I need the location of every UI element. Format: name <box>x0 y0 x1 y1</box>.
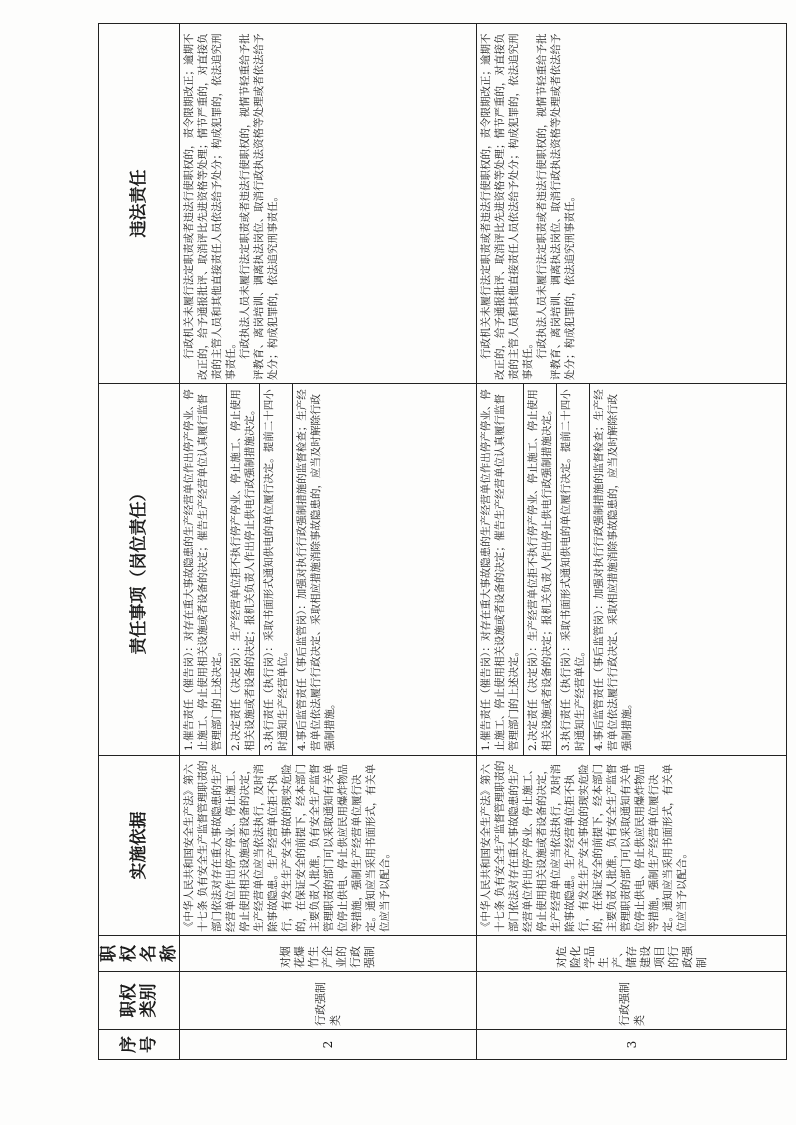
liability-paragraph: 行政机关未履行法定职责或者违法行使职权的，责令限期改正；逾期不改正的，给予通报批评、取消评比先进资格等处理；情节严重的，对直接负责的主管人员和其他直接责任人员依法给予处分；构成犯罪的，依法追究刑事责任。 <box>183 33 237 380</box>
header-type: 职权类别 <box>99 972 180 1030</box>
header-name: 职权名称 <box>99 936 180 972</box>
duty-item: 2.决定责任（决定岗）：生产经营单位拒不执行停产停业、停止施工、停止使用相关设施或者设备的决定；报机关负责人作出停止供电行政强制措施决定。 <box>227 384 260 755</box>
liability-paragraph: 行政执法人员未履行法定职责或者违法行使职权的，视情节轻重给予批评教育、离岗培训、调离执法岗位、取消行政执法资格等处理或者依法给予处分；构成犯罪的，依法追究刑事责任。 <box>536 33 576 380</box>
row-liability <box>477 24 787 384</box>
header-seq: 序号 <box>99 1030 180 1060</box>
row-liability <box>180 24 477 384</box>
duty-item: 1.催告责任（催告岗）：对存在重大事故隐患的生产经营单位作出停产停业、停止施工、停止使用相关设施或者设备的决定；催告生产经营单位认真履行监督管理部门的上述决定。 <box>180 384 227 755</box>
duty-item: 2.决定责任（决定岗）：生产经营单位拒不执行停产停业、停止施工、停止使用相关设施或者设备的决定；报机关负责人作出停止供电行政强制措施决定。 <box>524 384 557 755</box>
header-basis: 实施依据 <box>99 756 180 936</box>
row-basis: 《中华人民共和国安全生产法》第六十七条 负有安全生产监督管理职责的部门依法对存在重大事故隐患的生产经营单位作出停产停业、停止施工、停止使用相关设施或者设备的决定，生产经营单位应当依法执行，及时消除事故隐患。生产经营单位拒不执行，有发生生产安全事故的现实危险的，在保证安全的前提下，经本部门主要负责人批准，负有安全生产监督管理职责的部门可以采取通知有关单位停止供电、停止供应民用爆炸物品等措施，强制生产经营单位履行决定。通知应当采用书面形式，有关单位应当予以配合。 <box>180 756 477 936</box>
table-row <box>180 24 477 1060</box>
responsibility-table <box>98 23 787 1060</box>
row-type: 行政强制类 <box>180 972 477 1030</box>
table-header-row <box>99 24 180 1060</box>
duty-item: 4.事后监管责任（事后监管岗）：加强对执行行政强制措施的监督检查；生产经营单位依法履行行政决定、采取相应措施消除事故隐患的，应当及时解除行政强制措施。 <box>296 389 336 751</box>
header-liability: 违法责任 <box>99 24 180 384</box>
header-duty: 责任事项（岗位责任） <box>99 384 180 756</box>
row-seq: 2 <box>180 1030 477 1060</box>
row-duties <box>180 384 477 756</box>
row-type: 行政强制类 <box>477 972 787 1030</box>
liability-paragraph: 行政执法人员未履行法定职责或者违法行使职权的，视情节轻重给予批评教育、离岗培训、调离执法岗位、取消行政执法资格等处理或者依法给予处分；构成犯罪的，依法追究刑事责任。 <box>239 33 279 380</box>
row-basis: 《中华人民共和国安全生产法》第六十七条 负有安全生产监督管理职责的部门依法对存在重大事故隐患的生产经营单位作出停产停业、停止施工、停止使用相关设施或者设备的决定，生产经营单位应当依法执行，及时消除事故隐患。生产经营单位拒不执行，有发生生产安全事故的现实危险的，在保证安全的前提下，经本部门主要负责人批准，负有安全生产监督管理职责的部门可以采取通知有关单位停止供电、停止供应民用爆炸物品等措施，强制生产经营单位履行决定。通知应当采用书面形式，有关单位应当予以配合。 <box>477 756 787 936</box>
duty-item: 3.执行责任（执行岗）：采取书面形式通知供电的单位履行决定。提前二十四小时通知生产经营单位。 <box>557 384 590 755</box>
row-duties <box>477 384 787 756</box>
duty-item: 4.事后监管责任（事后监管岗）：加强对执行行政强制措施的监督检查；生产经营单位依法履行行政决定、采取相应措施消除事故隐患的，应当及时解除行政强制措施。 <box>593 389 633 751</box>
row-name: 对烟花爆竹生产企业的行政强制 <box>180 936 477 972</box>
rotated-table-container <box>98 24 796 1060</box>
row-name: 对危险化学品生产、储存建设项目的行政强制 <box>477 936 787 972</box>
table-row <box>477 24 787 1060</box>
liability-paragraph: 行政机关未履行法定职责或者违法行使职权的，责令限期改正；逾期不改正的，给予通报批评、取消评比先进资格等处理；情节严重的，对直接负责的主管人员和其他直接责任人员依法给予处分；构成犯罪的，依法追究刑事责任。 <box>480 33 534 380</box>
duty-item: 1.催告责任（催告岗）：对存在重大事故隐患的生产经营单位作出停产停业、停止施工、停止使用相关设施或者设备的决定；催告生产经营单位认真履行监督管理部门的上述决定。 <box>477 384 524 755</box>
duty-item: 3.执行责任（执行岗）：采取书面形式通知供电的单位履行决定。提前二十四小时通知生产经营单位。 <box>260 384 293 755</box>
row-seq: 3 <box>477 1030 787 1060</box>
